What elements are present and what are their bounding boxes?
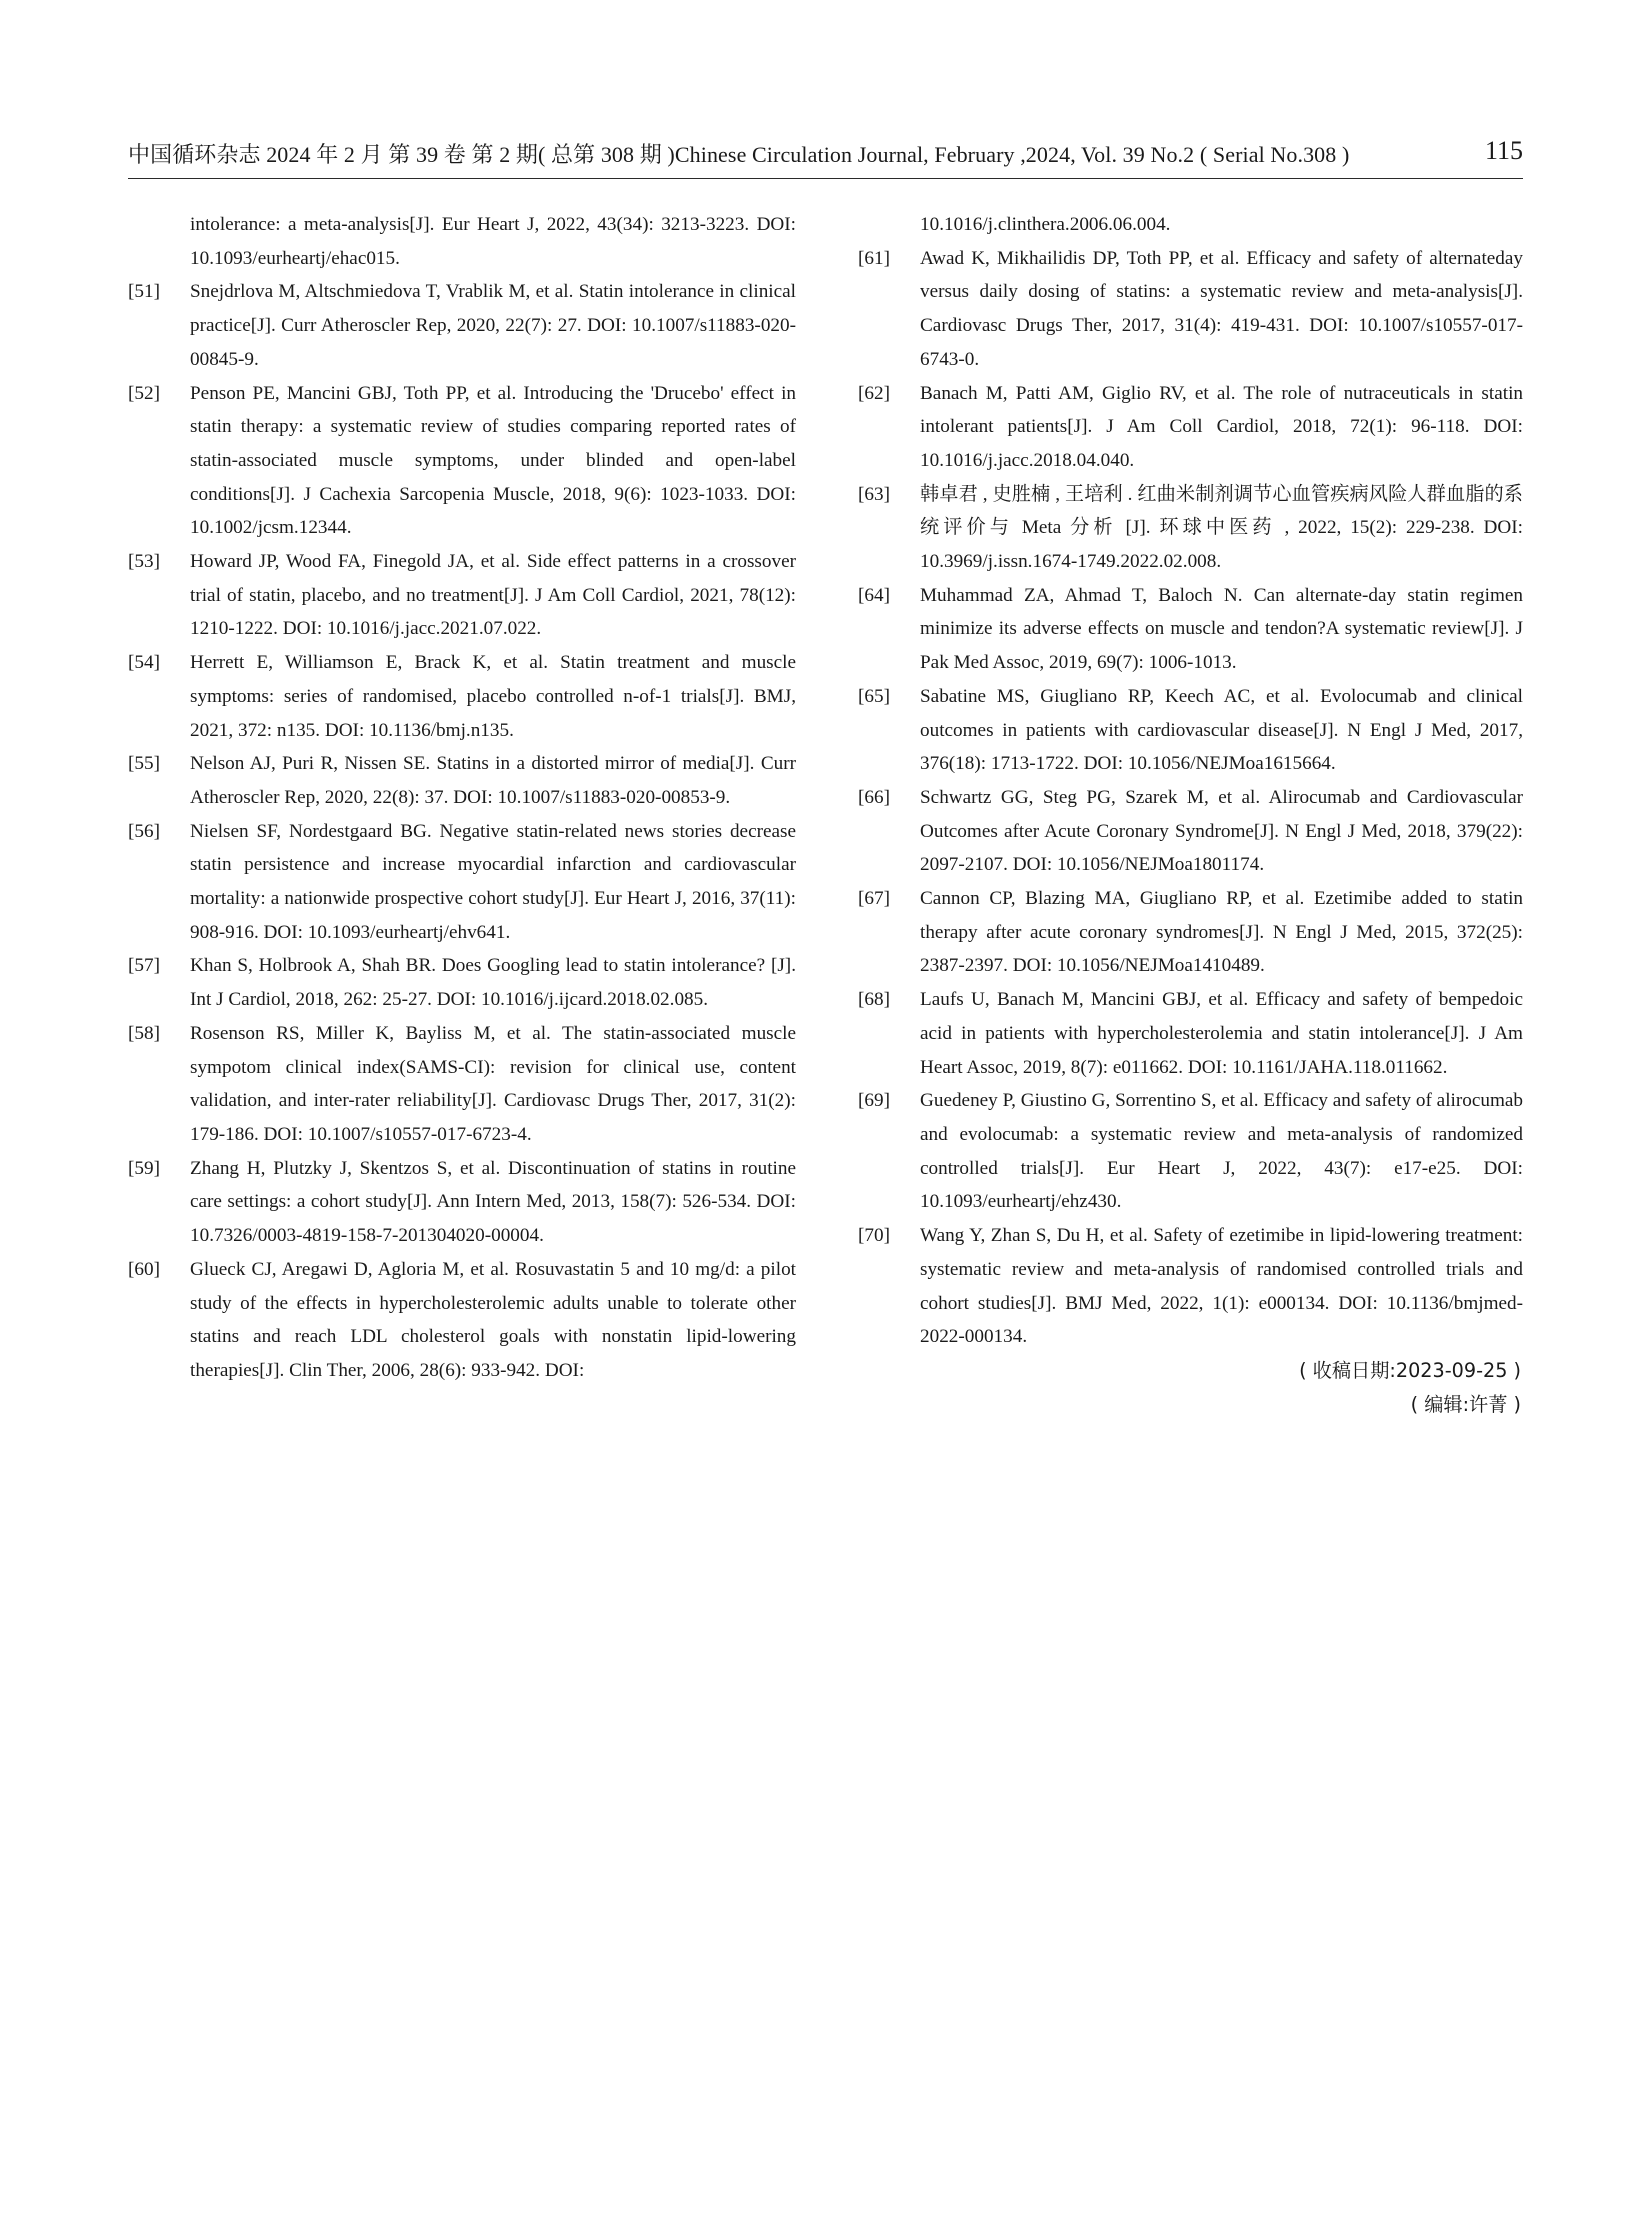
editor-note: ( 编辑:许菁 ) [1410, 1392, 1521, 1416]
reference-number: [62] [858, 382, 890, 404]
reference-item [858, 983, 1523, 1084]
reference-item [858, 882, 1523, 983]
reference-continuation: intolerance: a meta-analysis[J]. Eur Heart J, 2022, 43(34): 3213-3223. DOI: 10.1093/eurheartj/ehac015. [190, 214, 796, 269]
reference-number: [69] [858, 1090, 890, 1112]
reference-number: [70] [858, 1225, 890, 1247]
reference-text: Zhang H, Plutzky J, Skentzos S, et al. Discontinuation of statins in routine care settings: a cohort study[J]. Ann Intern Med, 2013, 158(7): 526-534. DOI: 10.7326/0003-4819-158-7-201304020-00004. [190, 1157, 796, 1247]
reference-text: Banach M, Patti AM, Giglio RV, et al. The role of nutraceuticals in statin intolerant patients[J]. J Am Coll Cardiol, 2018, 72(1): 96-118. DOI: 10.1016/j.jacc.2018.04.040. [920, 382, 1523, 471]
reference-item [128, 1017, 796, 1152]
reference-item [128, 275, 796, 376]
reference-text: Muhammad ZA, Ahmad T, Baloch N. Can alternate-day statin regimen minimize its adverse effects on muscle and tendon?A systematic review[J]. J Pak Med Assoc, 2019, 69(7): 1006-1013. [920, 584, 1523, 674]
right-reference-column [858, 208, 1523, 1421]
reference-text: Sabatine MS, Giugliano RP, Keech AC, et al. Evolocumab and clinical outcomes in patients with cardiovascular disease[J]. N Engl J Med, 2017, 376(18): 1713-1722. DOI: 10.1056/NEJMoa1615664. [920, 685, 1523, 775]
reference-text: Awad K, Mikhailidis DP, Toth PP, et al. Efficacy and safety of alternateday versus daily dosing of statins: a systematic review and meta-analysis[J]. Cardiovasc Drugs Ther, 2017, 31(4): 419-431. DOI: 10.1007/s10557-017-6743-0. [920, 247, 1523, 370]
reference-item [858, 579, 1523, 680]
reference-text: Schwartz GG, Steg PG, Szarek M, et al. Alirocumab and Cardiovascular Outcomes after Acute Coronary Syndrome[J]. N Engl J Med, 2018, 379(22): 2097-2107. DOI: 10.1056/NEJMoa1801174. [920, 786, 1523, 876]
reference-item [858, 377, 1523, 478]
reference-text: Wang Y, Zhan S, Du H, et al. Safety of ezetimibe in lipid-lowering treatment: systematic review and meta-analysis of randomised controlled trials and cohort studies[J]. BMJ Med, 2022, 1(1): e000134. DOI: 10.1136/bmjmed-2022-000134. [920, 1225, 1523, 1348]
received-date: ( 收稿日期:2023-09-25 ) [1299, 1358, 1521, 1382]
reference-text: Nelson AJ, Puri R, Nissen SE. Statins in a distorted mirror of media[J]. Curr Atheroscler Rep, 2020, 22(8): 37. DOI: 10.1007/s11883-020-00853-9. [190, 753, 796, 808]
reference-number: [52] [128, 382, 160, 404]
reference-number: [53] [128, 551, 160, 573]
reference-text: Khan S, Holbrook A, Shah BR. Does Googling lead to statin intolerance? [J]. Int J Cardiol, 2018, 262: 25-27. DOI: 10.1016/j.ijcard.2018.02.085. [190, 955, 796, 1011]
reference-item [128, 747, 796, 814]
page-number: 115 [1484, 136, 1523, 165]
reference-number: [61] [858, 247, 890, 269]
reference-text: Nielsen SF, Nordestgaard BG. Negative statin-related news stories decrease statin persistence and increase myocardial infarction and cardiovascular mortality: a nationwide prospective cohort study[J]. Eur Heart J, 2016, 37(11): 908-916. DOI: 10.1093/eurheartj/ehv641. [190, 820, 796, 943]
reference-number: [66] [858, 786, 890, 808]
reference-text: Laufs U, Banach M, Mancini GBJ, et al. Efficacy and safety of bempedoic acid in patients with hypercholesterolemia and statin intolerance[J]. J Am Heart Assoc, 2019, 8(7): e011662. DOI: 10.1161/JAHA.118.011662. [920, 989, 1523, 1078]
reference-item [128, 1152, 796, 1253]
reference-number: [60] [128, 1258, 160, 1280]
reference-number: [56] [128, 820, 160, 842]
reference-number: [57] [128, 955, 160, 977]
reference-text: Herrett E, Williamson E, Brack K, et al. Statin treatment and muscle symptoms: series of randomised, placebo controlled n-of-1 trials[J]. BMJ, 2021, 372: n135. DOI: 10.1136/bmj.n135. [190, 652, 796, 741]
reference-list-right [858, 242, 1523, 1354]
reference-list-left [128, 275, 796, 1387]
reference-item [858, 1084, 1523, 1219]
reference-text: Rosenson RS, Miller K, Bayliss M, et al. The statin-associated muscle sympotom clinical index(SAMS-CI): revision for clinical use, content validation, and inter-rater reliability[J]. Cardiovasc Drugs Ther, 2017, 31(2): 179-186. DOI: 10.1007/s10557-017-6723-4. [190, 1022, 796, 1145]
reference-item [858, 781, 1523, 882]
reference-text: Cannon CP, Blazing MA, Giugliano RP, et al. Ezetimibe added to statin therapy after acute coronary syndromes[J]. N Engl J Med, 2015, 372(25): 2387-2397. DOI: 10.1056/NEJMoa1410489. [920, 888, 1523, 977]
journal-header-line: 中国循环杂志 2024 年 2 月 第 39 卷 第 2 期( 总第 308 期 )Chinese Circulation Journal, February ,2024, Vol. 39 No.2 ( Serial No.308 ) [128, 142, 1350, 167]
reference-text: 韩卓君 , 史胜楠 , 王培利 . 红曲米制剂调节心血管疾病风险人群血脂的系统评价与 Meta 分析 [J]. 环球中医药 , 2022, 15(2): 229-238. DOI: 10.3969/j.issn.1674-1749.2022.02.008. [920, 483, 1523, 573]
reference-item [858, 478, 1523, 579]
reference-item [128, 377, 796, 546]
reference-number: [67] [858, 888, 890, 910]
reference-text: Glueck CJ, Aregawi D, Agloria M, et al. Rosuvastatin 5 and 10 mg/d: a pilot study of the effects in hypercholesterolemic adults unable to tolerate other statins and reach LDL cholesterol goals with nonstatin lipid-lowering therapies[J]. Clin Ther, 2006, 28(6): 933-942. DOI: [190, 1258, 796, 1381]
reference-item [858, 680, 1523, 781]
reference-number: [68] [858, 989, 890, 1011]
reference-item [128, 949, 796, 1016]
reference-item [858, 242, 1523, 377]
reference-item [128, 1253, 796, 1388]
reference-number: [63] [858, 483, 890, 505]
reference-number: [55] [128, 753, 160, 775]
reference-text: Howard JP, Wood FA, Finegold JA, et al. Side effect patterns in a crossover trial of statin, placebo, and no treatment[J]. J Am Coll Cardiol, 2021, 78(12): 1210-1222. DOI: 10.1016/j.jacc.2021.07.022. [190, 551, 796, 640]
reference-text: Penson PE, Mancini GBJ, Toth PP, et al. Introducing the 'Drucebo' effect in statin therapy: a systematic review of studies comparing reported rates of statin-associated muscle symptoms, under blinded and open-label conditions[J]. J Cachexia Sarcopenia Muscle, 2018, 9(6): 1023-1033. DOI: 10.1002/jcsm.12344. [190, 382, 796, 539]
reference-text: Guedeney P, Giustino G, Sorrentino S, et al. Efficacy and safety of alirocumab and evolocumab: a systematic review and meta-analysis of randomized controlled trials[J]. Eur Heart J, 2022, 43(7): e17-e25. DOI: 10.1093/eurheartj/ehz430. [920, 1090, 1523, 1213]
running-header [128, 134, 1523, 179]
reference-number: [59] [128, 1157, 160, 1179]
reference-number: [65] [858, 685, 890, 707]
reference-number: [58] [128, 1022, 160, 1044]
reference-continuation: 10.1016/j.clinthera.2006.06.004. [920, 214, 1171, 235]
left-reference-column [128, 208, 796, 1388]
reference-item [128, 545, 796, 646]
reference-item [128, 646, 796, 747]
reference-item [128, 815, 796, 950]
reference-number: [51] [128, 281, 160, 303]
reference-item [858, 1219, 1523, 1354]
reference-text: Snejdrlova M, Altschmiedova T, Vrablik M, et al. Statin intolerance in clinical practice[J]. Curr Atheroscler Rep, 2020, 22(7): 27. DOI: 10.1007/s11883-020-00845-9. [190, 281, 796, 370]
reference-number: [64] [858, 584, 890, 606]
reference-number: [54] [128, 652, 160, 674]
